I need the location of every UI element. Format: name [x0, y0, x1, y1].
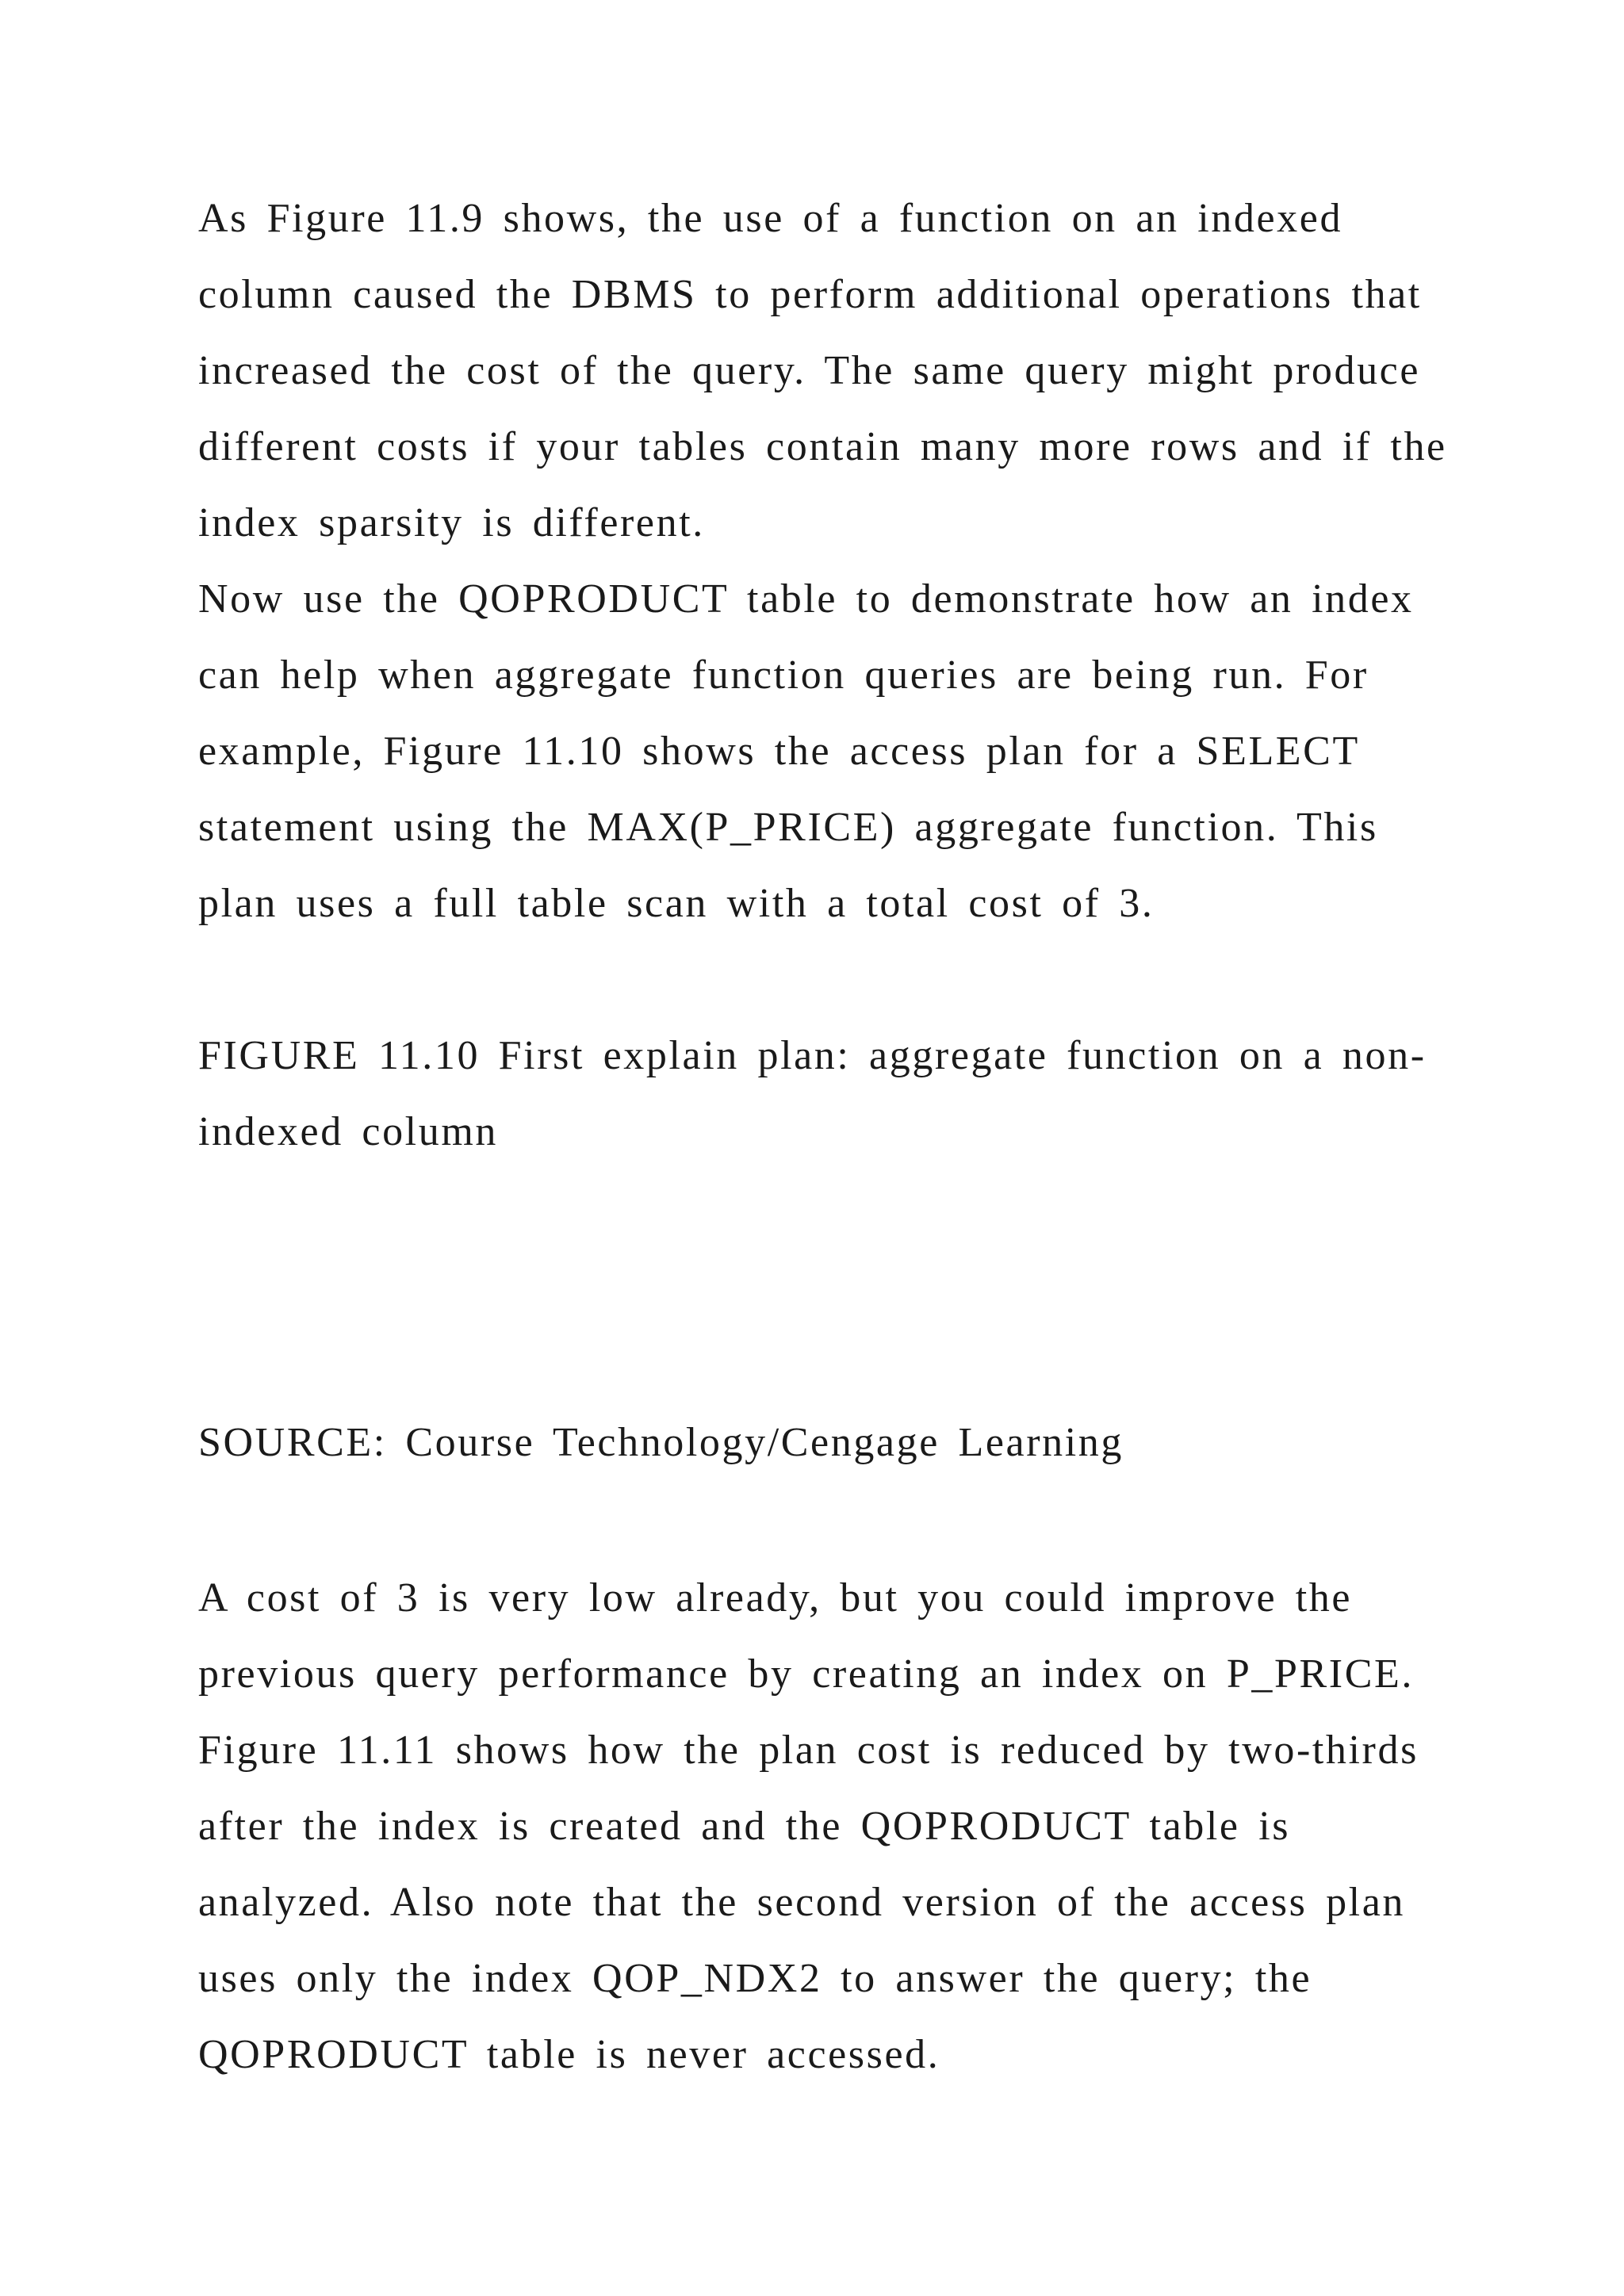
- source-credit: SOURCE: Course Technology/Cengage Learning: [198, 1420, 1124, 1465]
- paragraph-3-line-3: Figure 11.11 shows how the plan cost is reduced by two-thirds: [198, 1728, 1419, 1773]
- paragraph-3-line-5: analyzed. Also note that the second version of the access plan: [198, 1880, 1406, 1925]
- paragraph-3-line-4: after the index is created and the QOPRODUCT table is: [198, 1804, 1291, 1849]
- paragraph-2-line-2: can help when aggregate function queries are being run. For: [198, 652, 1369, 698]
- paragraph-1-line-2: column caused the DBMS to perform additional operations that: [198, 272, 1422, 317]
- paragraph-1-line-3: increased the cost of the query. The same query might produce: [198, 348, 1421, 393]
- paragraph-3-line-2: previous query performance by creating an index on P_PRICE.: [198, 1651, 1414, 1697]
- figure-caption-line-2: indexed column: [198, 1109, 498, 1154]
- paragraph-2-line-1: Now use the QOPRODUCT table to demonstrate how an index: [198, 576, 1414, 622]
- paragraph-3-line-1: A cost of 3 is very low already, but you could improve the: [198, 1575, 1353, 1621]
- paragraph-2-line-5: plan uses a full table scan with a total cost of 3.: [198, 881, 1155, 926]
- paragraph-2-line-3: example, Figure 11.10 shows the access plan for a SELECT: [198, 729, 1360, 774]
- paragraph-3-line-7: QOPRODUCT table is never accessed.: [198, 2032, 940, 2077]
- paragraph-1-line-5: index sparsity is different.: [198, 500, 705, 545]
- paragraph-3-line-6: uses only the index QOP_NDX2 to answer the query; the: [198, 1956, 1312, 2001]
- paragraph-1-line-1: As Figure 11.9 shows, the use of a function on an indexed: [198, 196, 1343, 241]
- paragraph-2-line-4: statement using the MAX(P_PRICE) aggregate function. This: [198, 805, 1378, 850]
- figure-caption-line-1: FIGURE 11.10 First explain plan: aggregate function on a non-: [198, 1033, 1427, 1078]
- paragraph-1-line-4: different costs if your tables contain many more rows and if the: [198, 424, 1447, 469]
